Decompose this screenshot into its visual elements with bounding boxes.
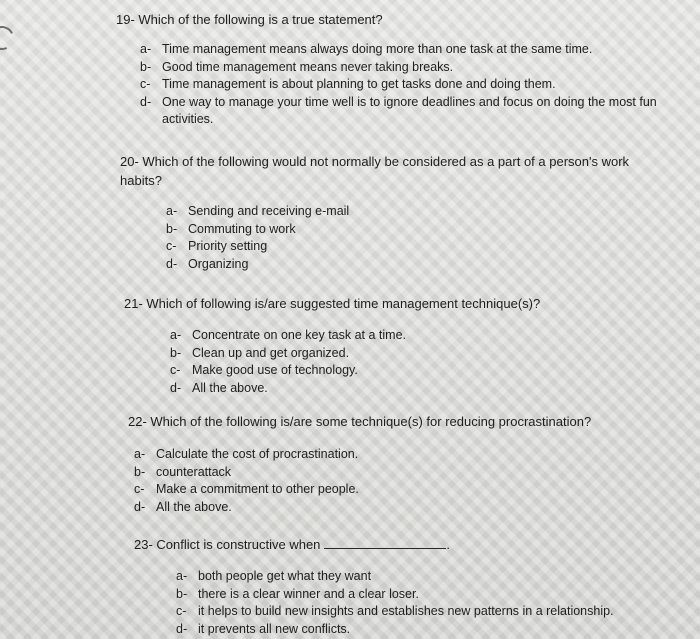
option-text: Time management means always doing more than one task at the same time. xyxy=(162,42,593,56)
option-text: All the above. xyxy=(192,380,268,395)
question-text: 19- Which of the following is a true statement? xyxy=(116,12,383,27)
option-text: Priority setting xyxy=(188,239,268,253)
question-22 xyxy=(128,412,668,516)
option-a xyxy=(176,568,671,586)
question-text: 21- Which of following is/are suggested time management technique(s)? xyxy=(124,296,541,311)
option-text: Clean up and get organized. xyxy=(192,345,350,360)
option-text: Concentrate on one key task at a time. xyxy=(192,328,407,342)
question-23 xyxy=(134,535,674,638)
option-text: Make a commitment to other people. xyxy=(156,482,359,496)
option-text: counterattack xyxy=(156,464,232,479)
option-letter: a- xyxy=(176,569,188,583)
question-trailing: . xyxy=(446,537,451,552)
option-letter: d- xyxy=(176,621,188,636)
option-text: One way to manage your time well is to ignore deadlines and focus on doing the most fun activities. xyxy=(162,94,657,126)
option-text: All the above. xyxy=(156,499,232,514)
option-letter: b- xyxy=(166,221,178,236)
question-text: 20- Which of the following would not normally be considered as a part of a person's work habits? xyxy=(120,154,630,188)
options-list xyxy=(170,327,490,397)
option-b xyxy=(134,464,454,482)
option-letter: a- xyxy=(170,328,182,342)
option-b xyxy=(166,221,466,239)
options-list xyxy=(140,41,660,129)
option-d xyxy=(170,380,490,398)
option-text: Make good use of technology. xyxy=(192,363,358,377)
answer-blank xyxy=(324,548,446,549)
option-text: it helps to build new insights and establishes new patterns in a relationship. xyxy=(198,604,614,618)
option-c xyxy=(140,76,660,94)
options-list xyxy=(134,446,454,516)
question-21 xyxy=(124,294,664,397)
option-d xyxy=(176,621,671,639)
option-letter: a- xyxy=(140,42,152,56)
option-c xyxy=(134,481,454,499)
options-list xyxy=(166,203,466,273)
option-text: Calculate the cost of procrastination. xyxy=(156,447,359,461)
option-letter: a- xyxy=(134,447,146,461)
option-text: Time management is about planning to get tasks done and doing them. xyxy=(162,77,556,91)
option-a xyxy=(166,203,466,221)
option-letter: c- xyxy=(134,482,145,496)
option-c xyxy=(176,603,671,621)
question-stem: 23- Conflict is constructive when xyxy=(134,537,321,552)
option-letter: b- xyxy=(176,586,188,601)
option-b xyxy=(176,586,671,604)
option-text: Commuting to work xyxy=(188,221,296,236)
option-d xyxy=(140,94,660,129)
option-b xyxy=(140,59,660,77)
option-letter: d- xyxy=(140,94,152,109)
option-a xyxy=(134,446,454,464)
option-letter: c- xyxy=(166,239,177,253)
option-letter: a- xyxy=(166,204,178,218)
option-letter: b- xyxy=(170,345,182,360)
option-text: both people get what they want xyxy=(198,569,372,583)
question-text: 22- Which of the following is/are some technique(s) for reducing procrastination? xyxy=(128,414,592,429)
option-d xyxy=(134,499,454,517)
option-b xyxy=(170,345,490,363)
option-letter: d- xyxy=(134,499,146,514)
question-20 xyxy=(120,152,650,273)
page-edge-mark xyxy=(0,23,17,54)
question-text xyxy=(134,535,674,554)
option-letter: c- xyxy=(176,604,187,618)
option-text: there is a clear winner and a clear loser. xyxy=(198,586,419,601)
option-d xyxy=(166,256,466,274)
option-letter: b- xyxy=(140,59,152,74)
option-text: Good time management means never taking breaks. xyxy=(162,59,454,74)
option-letter: c- xyxy=(140,77,151,91)
option-c xyxy=(170,362,490,380)
option-letter: d- xyxy=(166,256,178,271)
option-letter: b- xyxy=(134,464,146,479)
option-a xyxy=(140,41,660,59)
option-letter: c- xyxy=(170,363,181,377)
option-text: Organizing xyxy=(188,256,249,271)
option-letter: d- xyxy=(170,380,182,395)
question-19 xyxy=(116,10,676,129)
options-list xyxy=(176,568,671,638)
option-text: it prevents all new conflicts. xyxy=(198,621,351,636)
option-text: Sending and receiving e-mail xyxy=(188,204,350,218)
option-a xyxy=(170,327,490,345)
option-c xyxy=(166,238,466,256)
